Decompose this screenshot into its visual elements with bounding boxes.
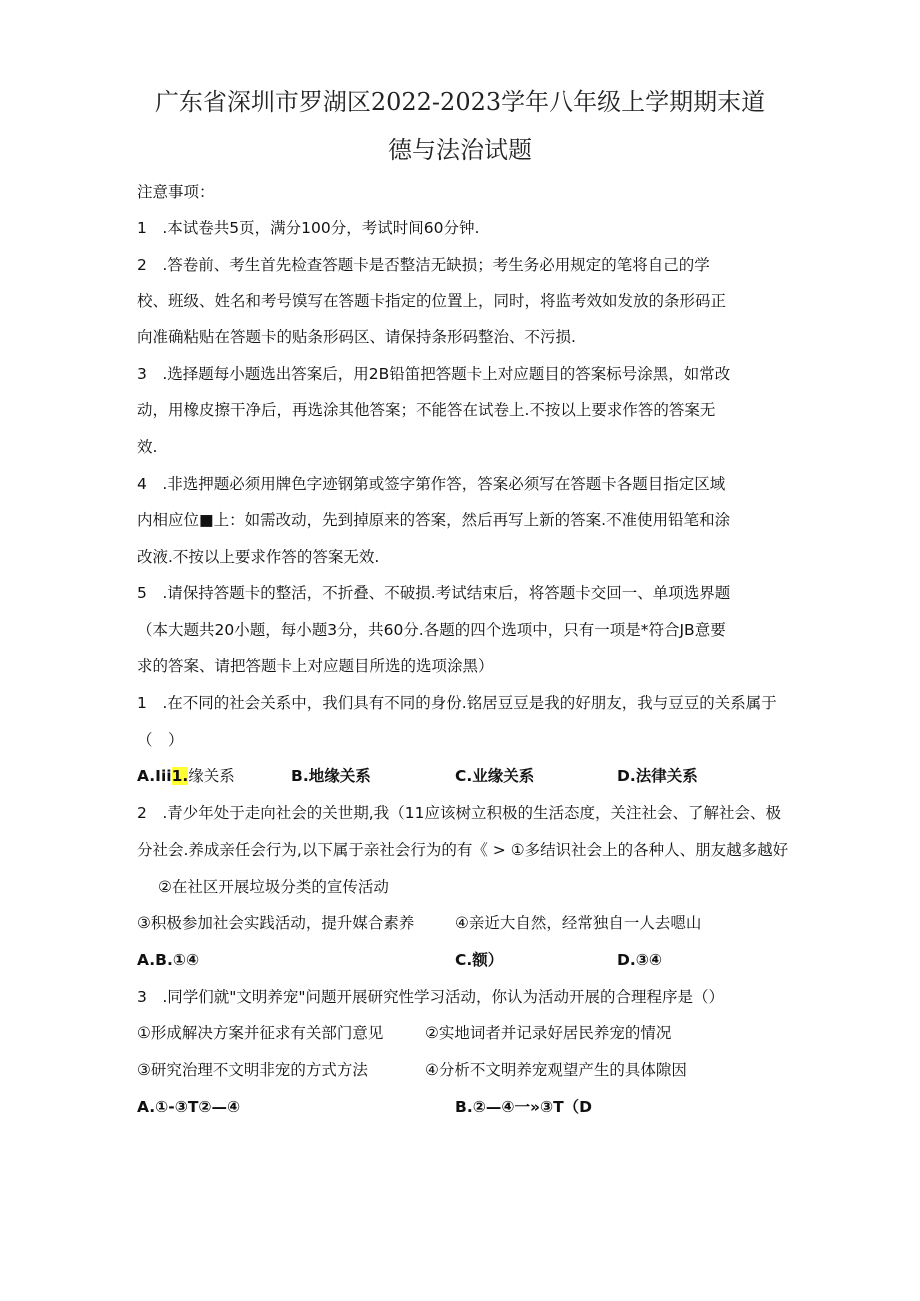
notice-line: 向准确粘贴在答题卡的贴条形码区、请保持条形码整治、不污损. <box>137 328 576 346</box>
notice-heading: 注意事项： <box>137 183 215 201</box>
q1-option-c: C.业缘关系 <box>455 767 535 785</box>
q2-item: ④亲近大自然，经常独自一人去嗯山 <box>455 914 702 932</box>
q1-option-a-highlight: 1. <box>171 767 189 785</box>
q3-item: ③研究治理不文明非宠的方式方法 <box>137 1061 368 1079</box>
notice-line: （本大题共20小题，每小题3分，共60分.各题的四个选项中，只有一项是*符合JB意要 <box>137 621 726 639</box>
q2-option-c: C.额） <box>455 951 504 969</box>
page-title-line2: 德与法治试题 <box>388 136 532 164</box>
notice-line: 改液.不按以上要求作答的答案无效. <box>137 548 380 566</box>
q3-option-b: B.②—④一»③T（D <box>455 1098 593 1116</box>
q2-option-d: D.③④ <box>617 951 663 969</box>
q3-item: ②实地词者并记录好居民养宠的情况 <box>425 1024 672 1042</box>
q2-option-ab: A.B.①④ <box>137 951 200 969</box>
notice-line: 3 .选择题每小题选出答案后，用2B铅笛把答题卡上对应题目的答案标号涂黑，如常改 <box>137 365 731 383</box>
q2-item: ②在社区开展垃圾分类的宣传活动 <box>158 878 389 896</box>
q3-item: ①形成解决方案并征求有关部门意见 <box>137 1024 384 1042</box>
notice-line: 求的答案、请把答题卡上对应题目所选的选项涂黑） <box>137 657 494 675</box>
q1-option-b: B.地缘关系 <box>291 767 371 785</box>
notice-line: 校、班级、姓名和考号馍写在答题卡指定的位置上，同时，将监考效如发放的条形码正 <box>137 292 727 310</box>
q1-option-a <box>137 766 235 786</box>
q3-item: ④分析不文明养宠观望产生的具体隙因 <box>425 1061 687 1079</box>
notice-line: 效. <box>137 438 158 456</box>
page-title-line1: 广东省深圳市罗湖区2022-2023学年八年级上学期期末道 <box>154 88 766 116</box>
q1-option-a-rest: 缘关系 <box>188 767 235 785</box>
notice-line: 2 .答卷前、考生首先检查答题卡是否整洁无缺损；考生务必用规定的笔将自己的学 <box>137 256 710 274</box>
q1-stem-blank: （ ） <box>137 731 184 749</box>
q3-stem: 3 .同学们就"文明养宠"问题开展研究性学习活动，你认为活动开展的合理程序是（） <box>137 988 725 1006</box>
q2-stem: 分社会.养成亲任会行为,以下属于亲社会行为的有《 > ①多结识社会上的各种人、朋友越多越好 <box>137 841 789 859</box>
notice-line: 5 .请保持答题卡的整活，不折叠、不破损.考试结束后，将答题卡交回一、单项选界题 <box>137 584 731 602</box>
q1-stem: 1 .在不同的社会关系中，我们具有不同的身份.铭居豆豆是我的好朋友，我与豆豆的关系属于 <box>137 694 777 712</box>
notice-line: 内相应位■上：如需改动，先到掉原来的答案，然后再写上新的答案.不准使用铅笔和涂 <box>137 511 731 529</box>
notice-line: 动，用橡皮擦干净后，再选涂其他答案；不能答在试卷上.不按以上要求作答的答案无 <box>137 401 716 419</box>
q3-option-a: A.①-③T②—④ <box>137 1098 241 1116</box>
q1-option-a-prefix: A.Iii <box>137 767 172 785</box>
notice-line: 4 .非选押题必须用牌色字迹钢第或签字第作答，答案必须写在答题卡各题目指定区域 <box>137 475 726 493</box>
q1-option-d: D.法律关系 <box>617 767 698 785</box>
notice-line: 1 .本试卷共5页，满分100分，考试时间60分钟. <box>137 219 480 237</box>
q2-stem: 2 .青少年处于走向社会的关世期,我（11应该树立积极的生活态度，关注社会、了解社会、极 <box>137 804 781 822</box>
q2-item: ③积极参加社会实践活动，提升媒合素养 <box>137 914 415 932</box>
